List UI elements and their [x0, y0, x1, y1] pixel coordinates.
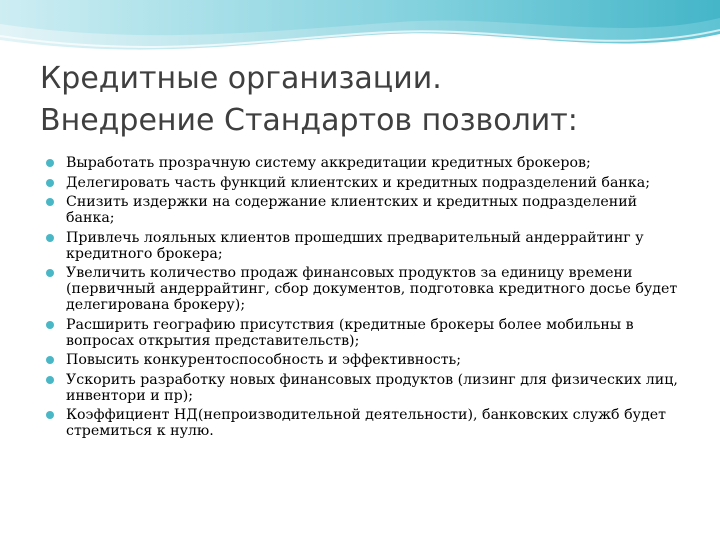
bullet-item — [46, 175, 686, 191]
bullet-icon — [46, 321, 54, 329]
bullet-text: Увеличить количество продаж финансовых продуктов за единицу времени (первичный андеррайтинг, сбор документов, подготовка кредитного досье будет делегирована брокеру); — [66, 265, 678, 313]
bullet-item — [46, 352, 686, 368]
bullet-text: Делегировать часть функций клиентских и кредитных подразделений банка; — [66, 174, 650, 191]
bullet-text: Привлечь лояльных клиентов прошедших предварительный андеррайтинг у кредитного брокера; — [66, 229, 644, 262]
bullet-icon — [46, 376, 54, 384]
bullet-text: Ускорить разработку новых финансовых продуктов (лизинг для физических лиц, инвентори и пр); — [66, 371, 678, 404]
bullet-icon — [46, 411, 54, 419]
bullet-icon — [46, 269, 54, 277]
slide-title — [40, 58, 680, 142]
bullet-item — [46, 155, 686, 171]
bullet-item — [46, 372, 686, 404]
bullet-icon — [46, 356, 54, 364]
bullet-item — [46, 407, 686, 439]
bullet-item — [46, 317, 686, 349]
bullet-icon — [46, 198, 54, 206]
bullet-icon — [46, 179, 54, 187]
bullet-item — [46, 265, 686, 313]
bullet-item — [46, 194, 686, 226]
title-line-2: Внедрение Стандартов позволит: — [40, 103, 578, 138]
bullet-text: Коэффициент НД(непроизводительной деятельности), банковских служб будет стремиться к нулю. — [66, 407, 666, 439]
bullet-text: Снизить издержки на содержание клиентских и кредитных подразделений банка; — [66, 194, 638, 226]
bullet-text: Выработать прозрачную систему аккредитации кредитных брокеров; — [66, 155, 591, 171]
bullet-list — [46, 155, 686, 443]
bullet-icon — [46, 159, 54, 167]
bullet-icon — [46, 234, 54, 242]
bullet-text: Повысить конкурентоспособность и эффективность; — [66, 352, 462, 368]
title-line-1: Кредитные организации. — [40, 61, 442, 96]
bullet-item — [46, 230, 686, 262]
bullet-text: Расширить географию присутствия (кредитные брокеры более мобильны в вопросах открытия представительств); — [66, 316, 634, 349]
